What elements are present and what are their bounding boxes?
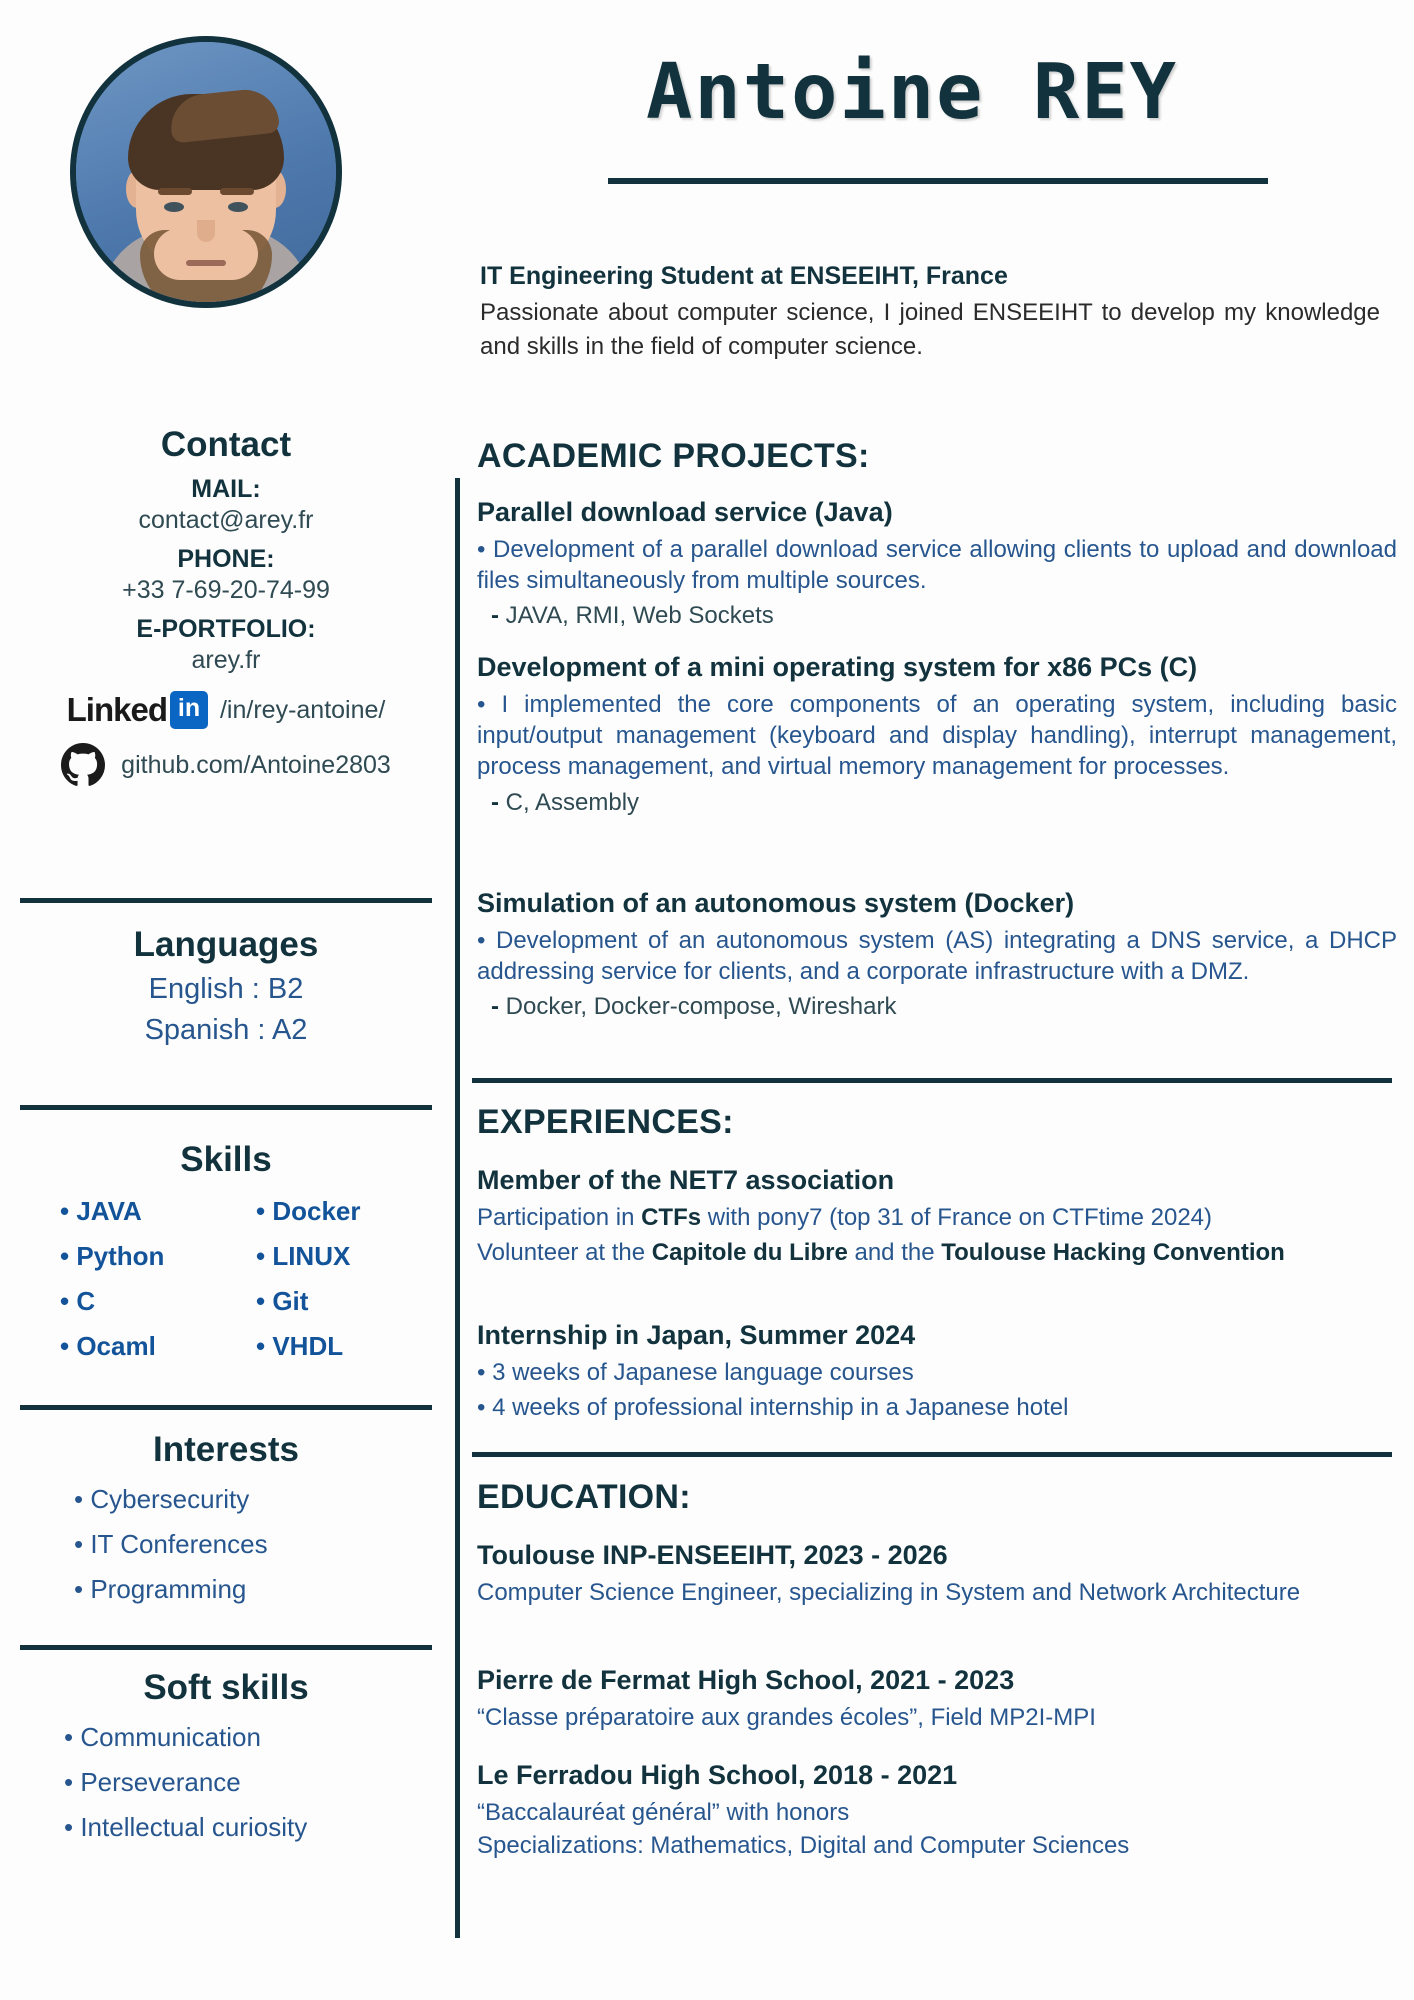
linkedin-row[interactable]: [0, 691, 452, 729]
education-1: [477, 1540, 1397, 1608]
skill-label: C: [76, 1286, 96, 1316]
skill-item: • Docker: [256, 1196, 361, 1226]
experience-2: [477, 1320, 1397, 1423]
experience-title: Member of the NET7 association: [477, 1165, 895, 1195]
education-2: [477, 1665, 1397, 1733]
stack-dash: -: [491, 993, 499, 1021]
project-description: • Development of an autonomous system (AS) integrating a DNS service, a DHCP addressing service for clients, and a corporate infrastructure with a DMZ.: [477, 927, 1397, 986]
education-3: [477, 1760, 1397, 1861]
divider-3: [20, 1405, 432, 1410]
project-description: • Development of a parallel download service allowing clients to upload and download files simultaneously from multiple sources.: [477, 536, 1397, 595]
linkedin-wordmark: Linked: [66, 691, 167, 728]
soft-skill-label: Intellectual curiosity: [80, 1812, 308, 1842]
skill-item: • Python: [60, 1241, 165, 1271]
sidebar: [0, 0, 452, 2000]
skill-item: • Git: [256, 1286, 309, 1316]
photo-nose: [197, 220, 215, 242]
soft-skill-label: Perseverance: [80, 1767, 241, 1797]
education-title: Pierre de Fermat High School, 2021 - 2023: [477, 1665, 1015, 1695]
skills-title: Skills: [180, 1140, 272, 1179]
languages-title: Languages: [133, 925, 319, 964]
skill-label: Ocaml: [76, 1331, 156, 1361]
education-detail: Computer Science Engineer, specializing in System and Network Architecture: [477, 1579, 1301, 1606]
skill-item: • VHDL: [256, 1331, 344, 1361]
stack-list: Docker, Docker-compose, Wireshark: [505, 993, 897, 1021]
skill-label: LINUX: [272, 1241, 351, 1271]
academic-projects-heading-wrap: [477, 437, 1397, 476]
stack-dash: -: [491, 602, 499, 630]
interest-item: • Cybersecurity: [74, 1484, 250, 1514]
experiences-heading: EXPERIENCES:: [477, 1103, 734, 1141]
mail-label: MAIL:: [191, 475, 261, 503]
page-title: Antoine REY: [646, 48, 1178, 137]
languages-section: [0, 925, 452, 1047]
academic-project-1: [477, 497, 1397, 630]
main-content: [452, 0, 1414, 2000]
github-icon: [61, 743, 105, 787]
academic-projects-heading: ACADEMIC PROJECTS:: [477, 437, 870, 475]
soft-skills-section: [0, 1668, 452, 1843]
soft-skill-label: Communication: [80, 1722, 261, 1752]
project-description: • I implemented the core components of an operating system, including basic input/output management (keyboard and display handling), interrupt management, process management, and virtual memory management for processes.: [477, 691, 1397, 781]
project-title: Development of a mini operating system for x86 PCs (C): [477, 652, 1198, 682]
language-item: Spanish : A2: [144, 1014, 308, 1046]
skill-label: Python: [76, 1241, 165, 1271]
portfolio-label: E-PORTFOLIO:: [136, 615, 316, 643]
academic-project-3: [477, 888, 1397, 1021]
ctf-suffix: with pony7 (top 31 of France on CTFtime 2024): [701, 1204, 1213, 1231]
soft-skill-item: • Communication: [64, 1722, 261, 1752]
experience-bullet: • 3 weeks of Japanese language courses: [477, 1359, 914, 1386]
divider-experiences: [472, 1078, 1392, 1083]
mail-value[interactable]: contact@arey.fr: [138, 506, 314, 534]
contact-section: [0, 425, 452, 787]
skill-label: JAVA: [76, 1196, 142, 1226]
skill-item: • C: [60, 1286, 96, 1316]
photo-mouth: [186, 260, 226, 266]
thc-bold: Toulouse Hacking Convention: [941, 1239, 1285, 1267]
interest-item: • IT Conferences: [74, 1529, 268, 1559]
volunteer-prefix: Volunteer at the: [477, 1239, 652, 1267]
linkedin-badge: in: [170, 691, 208, 729]
project-title: Parallel download service (Java): [477, 497, 893, 527]
soft-skill-item: • Intellectual curiosity: [64, 1812, 308, 1842]
project-title: Simulation of an autonomous system (Docker): [477, 888, 1075, 918]
interests-section: [0, 1430, 452, 1605]
soft-skill-item: • Perseverance: [64, 1767, 241, 1797]
divider-1: [20, 898, 432, 903]
stack-list: C, Assembly: [505, 788, 640, 816]
project-stack: [477, 993, 1397, 1021]
linkedin-icon: [67, 691, 208, 729]
skill-label: Docker: [272, 1196, 361, 1226]
divider-education: [472, 1452, 1392, 1457]
phone-label: PHONE:: [177, 545, 275, 573]
education-title: Le Ferradou High School, 2018 - 2021: [477, 1760, 958, 1790]
phone-value[interactable]: +33 7-69-20-74-99: [122, 576, 330, 604]
skill-label: Git: [272, 1286, 309, 1316]
experience-bullet: • 4 weeks of professional internship in a Japanese hotel: [477, 1394, 1069, 1422]
headline: IT Engineering Student at ENSEEIHT, France: [480, 262, 1008, 290]
interest-label: Programming: [90, 1574, 247, 1604]
skills-grid: [0, 1196, 452, 1362]
divider-2: [20, 1105, 432, 1110]
academic-project-2: [477, 652, 1397, 817]
github-row[interactable]: [0, 743, 452, 787]
education-heading: EDUCATION:: [477, 1478, 691, 1516]
capitole-bold: Capitole du Libre: [651, 1239, 848, 1267]
project-stack: [477, 789, 1397, 817]
portfolio-value[interactable]: arey.fr: [191, 646, 261, 674]
soft-skills-title: Soft skills: [143, 1668, 309, 1707]
stack-list: JAVA, RMI, Web Sockets: [505, 602, 774, 630]
experience-1: [477, 1165, 1397, 1268]
ctf-bold: CTFs: [641, 1204, 702, 1231]
interest-item: • Programming: [74, 1574, 247, 1604]
skill-item: • JAVA: [60, 1196, 142, 1226]
volunteer-mid: and the: [847, 1239, 942, 1267]
ctf-prefix: Participation in: [477, 1204, 642, 1231]
skill-label: VHDL: [272, 1331, 344, 1361]
education-detail: “Classe préparatoire aux grandes écoles”, Field MP2I-MPI: [477, 1704, 1096, 1731]
interests-title: Interests: [153, 1430, 299, 1469]
education-detail: “Baccalauréat général” with honors: [477, 1799, 850, 1826]
language-item: English : B2: [148, 973, 304, 1005]
skill-item: • Ocaml: [60, 1331, 156, 1361]
project-stack: [477, 602, 1397, 630]
interest-label: Cybersecurity: [90, 1484, 250, 1514]
summary-text: Passionate about computer science, I joined ENSEEIHT to develop my knowledge and skills in the field of computer science.: [480, 299, 1380, 361]
experience-line-2: [477, 1237, 1397, 1268]
skill-item: • LINUX: [256, 1241, 351, 1271]
divider-4: [20, 1645, 432, 1650]
stack-dash: -: [491, 788, 499, 816]
skills-section: [0, 1140, 452, 1362]
contact-title: Contact: [160, 425, 292, 464]
experience-title: Internship in Japan, Summer 2024: [477, 1320, 916, 1350]
education-detail: Specializations: Mathematics, Digital and Computer Sciences: [477, 1832, 1130, 1860]
github-handle[interactable]: github.com/Antoine2803: [121, 750, 391, 779]
education-title: Toulouse INP-ENSEEIHT, 2023 - 2026: [477, 1540, 948, 1570]
experience-line-1: [477, 1202, 1397, 1233]
interest-label: IT Conferences: [90, 1529, 268, 1559]
linkedin-handle[interactable]: /in/rey-antoine/: [219, 695, 386, 724]
experiences-heading-wrap: [477, 1103, 1397, 1142]
education-heading-wrap: [477, 1478, 1397, 1517]
